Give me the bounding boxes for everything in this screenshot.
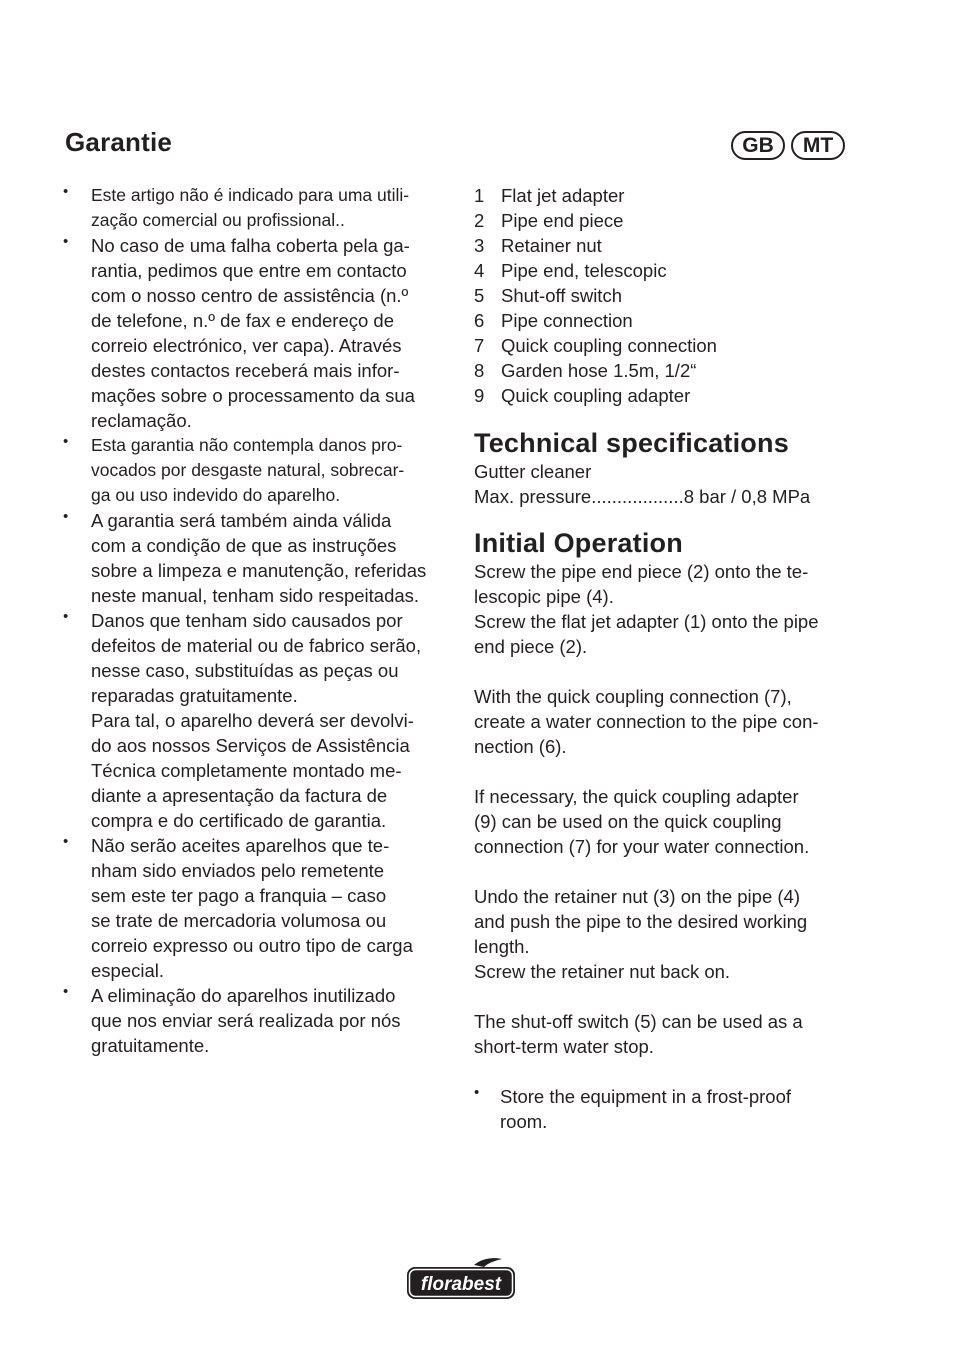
instruction-line: create a water connection to the pipe con- [474,711,819,732]
part-item [474,308,874,333]
garantie-text-line: nham sido enviados pelo remetente [91,860,385,881]
garantie-bullet-item [63,608,453,833]
garantie-text-line: Técnica completamente montado me- [91,760,402,781]
part-label: Pipe end piece [501,210,624,231]
garantie-bullet-item [63,833,453,983]
instruction-line: end piece (2). [474,636,588,657]
language-badges [731,131,845,160]
garantie-text-line: que nos enviar será realizada por nós [91,1010,401,1031]
garantie-text-line: zação comercial ou profissional.. [91,210,345,230]
garantie-section [63,183,453,1058]
garantie-list [63,183,453,1058]
logo-text: florabest [420,1274,502,1295]
part-number: 7 [474,335,485,356]
part-item [474,233,874,258]
garantie-text-line: reclamação. [91,410,192,431]
instruction-line: Undo the retainer nut (3) on the pipe (4) [474,886,800,907]
florabest-logo [404,1256,518,1302]
garantie-text-line: • Danos que tenham sido causados por [91,610,403,631]
garantie-heading: Garantie [65,127,173,157]
garantie-text-line: do aos nossos Serviços de Assistência [91,735,410,756]
garantie-text-line: sobre a limpeza e manutenção, referidas [91,560,427,581]
part-item [474,283,874,308]
instruction-line: With the quick coupling connection (7), [474,686,792,707]
initial-operation-heading: Initial Operation [474,528,683,558]
garantie-bullet-item [63,983,453,1058]
initial-operation-paragraphs [474,559,874,1084]
instruction-line: nection (6). [474,736,567,757]
spec-max-pressure: Max. pressure..................8 bar / 0,8 MPa [474,486,811,507]
garantie-bullet-item [63,183,453,233]
garantie-text-line: • Esta garantia não contempla danos pro- [91,435,403,455]
part-label: Pipe connection [501,310,633,331]
garantie-text-line: defeitos de material ou de fabrico serão, [91,635,422,656]
part-label: Flat jet adapter [501,185,625,206]
instruction-line: connection (7) for your water connection. [474,836,810,857]
instruction-line: Screw the pipe end piece (2) onto the te- [474,561,809,582]
garantie-bullet-item [63,508,453,608]
garantie-text-line: diante a apresentação da factura de [91,785,388,806]
garantie-text-line: neste manual, tenham sido respeitadas. [91,585,420,606]
instruction-line: If necessary, the quick coupling adapter [474,786,799,807]
part-item [474,333,874,358]
part-label: Pipe end, telescopic [501,260,667,281]
technical-specifications [474,459,874,509]
part-number: 1 [474,185,485,206]
parts-list [474,183,874,408]
part-label: Retainer nut [501,235,602,256]
part-item [474,383,874,408]
technical-specifications-heading: Technical specifications [474,428,789,458]
instruction-line: short-term water stop. [474,1036,654,1057]
part-number: 4 [474,260,485,281]
garantie-text-line: destes contactos receberá mais infor- [91,360,400,381]
garantie-text-line: reparadas gratuitamente. [91,685,298,706]
part-label: Shut-off switch [501,285,622,306]
part-item [474,208,874,233]
store-line: • Store the equipment in a frost-proof [500,1086,792,1107]
garantie-text-line: • No caso de uma falha coberta pela ga- [91,235,410,256]
part-label: Quick coupling adapter [501,385,691,406]
garantie-bullet-item [63,233,453,433]
garantie-text-line: gratuitamente. [91,1035,210,1056]
garantie-text-line: rantia, pedimos que entre em contacto [91,260,407,281]
instruction-line: Screw the retainer nut back on. [474,961,731,982]
garantie-text-line: • Não serão aceites aparelhos que te- [91,835,390,856]
part-number: 6 [474,310,485,331]
part-number: 5 [474,285,485,306]
garantie-text-line: compra e do certificado de garantia. [91,810,387,831]
instruction-line: Screw the flat jet adapter (1) onto the pipe [474,611,819,632]
paragraph-gap [474,859,874,884]
initial-operation-text [474,559,874,1134]
store-line: room. [500,1111,548,1132]
garantie-text-line: correio electrónico, ver capa). Através [91,335,402,356]
part-number: 9 [474,385,485,406]
instruction-line: length. [474,936,530,957]
garantie-text-line: especial. [91,960,165,981]
garantie-text-line: ga ou uso indevido do aparelho. [91,485,341,505]
instruction-line: (9) can be used on the quick coupling [474,811,782,832]
garantie-text-line: • A garantia será também ainda válida [91,510,392,531]
part-item [474,258,874,283]
part-label: Garden hose 1.5m, 1/2“ [501,360,697,381]
garantie-text-line: • A eliminação do aparelhos inutilizado [91,985,396,1006]
garantie-text-line: correio expresso ou outro tipo de carga [91,935,413,956]
garantie-text-line: nesse caso, substituídas as peças ou [91,660,399,681]
part-number: 3 [474,235,485,256]
garantie-text-line: vocados por desgaste natural, sobrecar- [91,460,405,480]
language-badge-gb: GB [731,131,785,160]
garantie-text-line: mações sobre o processamento da sua [91,385,415,406]
language-badge-mt: MT [791,131,845,160]
logo-leaf [474,1258,502,1267]
instruction-line: lescopic pipe (4). [474,586,614,607]
garantie-text-line: com o nosso centro de assistência (n.º [91,285,409,306]
garantie-text-line: sem este ter pago a franquia – caso [91,885,387,906]
part-label: Quick coupling connection [501,335,717,356]
instruction-line: The shut-off switch (5) can be used as a [474,1011,803,1032]
paragraph-gap [474,759,874,784]
store-bullet [474,1084,874,1134]
garantie-text-line: • Este artigo não é indicado para uma utili- [91,185,410,205]
paragraph-gap [474,984,874,1009]
paragraph-gap [474,659,874,684]
part-number: 2 [474,210,485,231]
garantie-text-line: com a condição de que as instruções [91,535,397,556]
part-item [474,358,874,383]
parts-section [474,183,874,408]
spec-product: Gutter cleaner [474,461,592,482]
garantie-bullet-item [63,433,453,508]
garantie-text-line: se trate de mercadoria volumosa ou [91,910,387,931]
instruction-line: and push the pipe to the desired working [474,911,808,932]
part-item [474,183,874,208]
paragraph-gap [474,1059,874,1084]
garantie-text-line: Para tal, o aparelho deverá ser devolvi- [91,710,414,731]
part-number: 8 [474,360,485,381]
garantie-text-line: de telefone, n.º de fax e endereço de [91,310,394,331]
